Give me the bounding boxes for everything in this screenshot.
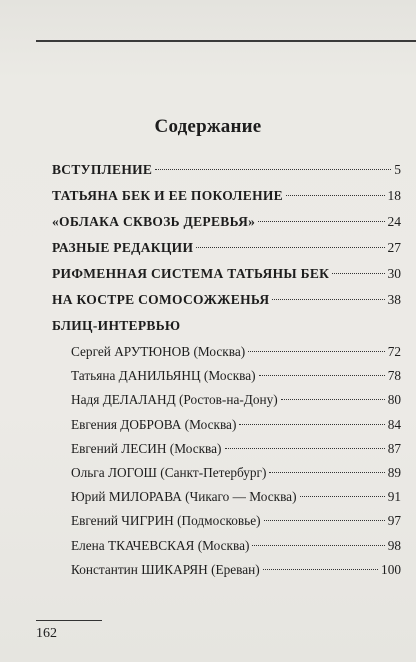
toc-subentry[interactable]	[71, 489, 401, 513]
toc-entry-label: РАЗНЫЕ РЕДАКЦИИ	[52, 240, 194, 255]
table-of-contents	[52, 162, 401, 586]
toc-subentry-label: Константин ШИКАРЯН (Ереван)	[71, 561, 260, 577]
toc-subentry-page: 80	[387, 392, 401, 408]
page-title: Содержание	[154, 116, 262, 137]
toc-entry-page: 38	[387, 292, 401, 307]
toc-entry-page: 27	[387, 240, 401, 255]
toc-subentry-label: Надя ДЕЛАЛАНД (Ростов-на-Дону)	[71, 392, 278, 408]
toc-subentry-page: 100	[381, 561, 401, 577]
toc-entry-label: ТАТЬЯНА БЕК И ЕЕ ПОКОЛЕНИЕ	[52, 188, 283, 203]
toc-subentry-label: Татьяна ДАНИЛЬЯНЦ (Москва)	[71, 368, 256, 384]
leader-dots	[258, 221, 384, 222]
toc-subentry-page: 87	[387, 440, 401, 456]
toc-entry[interactable]	[52, 214, 401, 240]
top-rule	[36, 40, 416, 42]
toc-entry[interactable]	[52, 292, 401, 318]
toc-subentry-page: 89	[387, 464, 401, 480]
leader-dots	[155, 169, 391, 170]
toc-subentry-page: 91	[387, 489, 401, 505]
toc-subentries	[52, 344, 401, 586]
leader-dots	[264, 520, 385, 521]
toc-entry-label: НА КОСТРЕ СОМОСОЖЖЕНЬЯ	[52, 292, 270, 307]
toc-subentry[interactable]	[71, 538, 401, 562]
toc-entry-page: 24	[387, 214, 401, 229]
toc-entry[interactable]	[52, 240, 401, 266]
leader-dots	[252, 545, 384, 546]
leader-dots	[225, 448, 385, 449]
toc-subentry[interactable]	[71, 368, 401, 392]
toc-subentry-page: 78	[387, 368, 401, 384]
toc-entry-page: 30	[387, 266, 401, 281]
toc-entry[interactable]	[52, 266, 401, 292]
toc-subentry-page: 84	[387, 416, 401, 432]
toc-subentry-label: Евгений ЧИГРИН (Подмосковье)	[71, 513, 261, 529]
toc-subentry[interactable]	[71, 344, 401, 368]
page-number: 162	[36, 626, 57, 641]
leader-dots	[286, 195, 385, 196]
leader-dots	[248, 351, 385, 352]
toc-subentry[interactable]	[71, 513, 401, 537]
toc-entry[interactable]	[52, 188, 401, 214]
leader-dots	[263, 569, 378, 570]
toc-subentry-label: Ольга ЛОГОШ (Санкт-Петербург)	[71, 464, 267, 480]
toc-entry-page: 18	[387, 188, 401, 203]
toc-subentry-page: 72	[387, 344, 401, 359]
toc-subentry[interactable]	[71, 465, 401, 489]
toc-subentry[interactable]	[71, 392, 401, 416]
leader-dots	[269, 472, 384, 473]
leader-dots	[300, 496, 385, 497]
toc-subentry[interactable]	[71, 441, 401, 465]
toc-entry-page: 5	[394, 162, 401, 177]
toc-entry[interactable]	[52, 162, 401, 188]
footer-rule	[36, 620, 102, 621]
toc-subentry[interactable]	[71, 417, 401, 441]
leader-dots	[239, 424, 384, 425]
leader-dots	[332, 273, 384, 274]
toc-entry-label: ВСТУПЛЕНИЕ	[52, 162, 153, 177]
toc-subentry-label: Елена ТКАЧЕВСКАЯ (Москва)	[71, 537, 250, 553]
toc-subentry-page: 98	[387, 537, 401, 553]
toc-subentry-label: Евгений ЛЕСИН (Москва)	[71, 440, 222, 456]
toc-subentry-label: Юрий МИЛОРАВА (Чикаго — Москва)	[71, 489, 297, 505]
toc-subentry-label: Евгения ДОБРОВА (Москва)	[71, 416, 237, 432]
toc-section-heading[interactable]: БЛИЦ-ИНТЕРВЬЮ	[52, 318, 181, 333]
leader-dots	[281, 399, 385, 400]
toc-subentry[interactable]	[71, 562, 401, 586]
leader-dots	[272, 299, 384, 300]
toc-entry-label: «ОБЛАКА СКВОЗЬ ДЕРЕВЬЯ»	[52, 214, 256, 229]
leader-dots	[259, 375, 385, 376]
toc-entry-label: РИФМЕННАЯ СИСТЕМА ТАТЬЯНЫ БЕК	[52, 266, 330, 281]
toc-subentry-label: Сергей АРУТЮНОВ (Москва)	[71, 344, 246, 359]
leader-dots	[196, 247, 384, 248]
toc-subentry-page: 97	[387, 513, 401, 529]
